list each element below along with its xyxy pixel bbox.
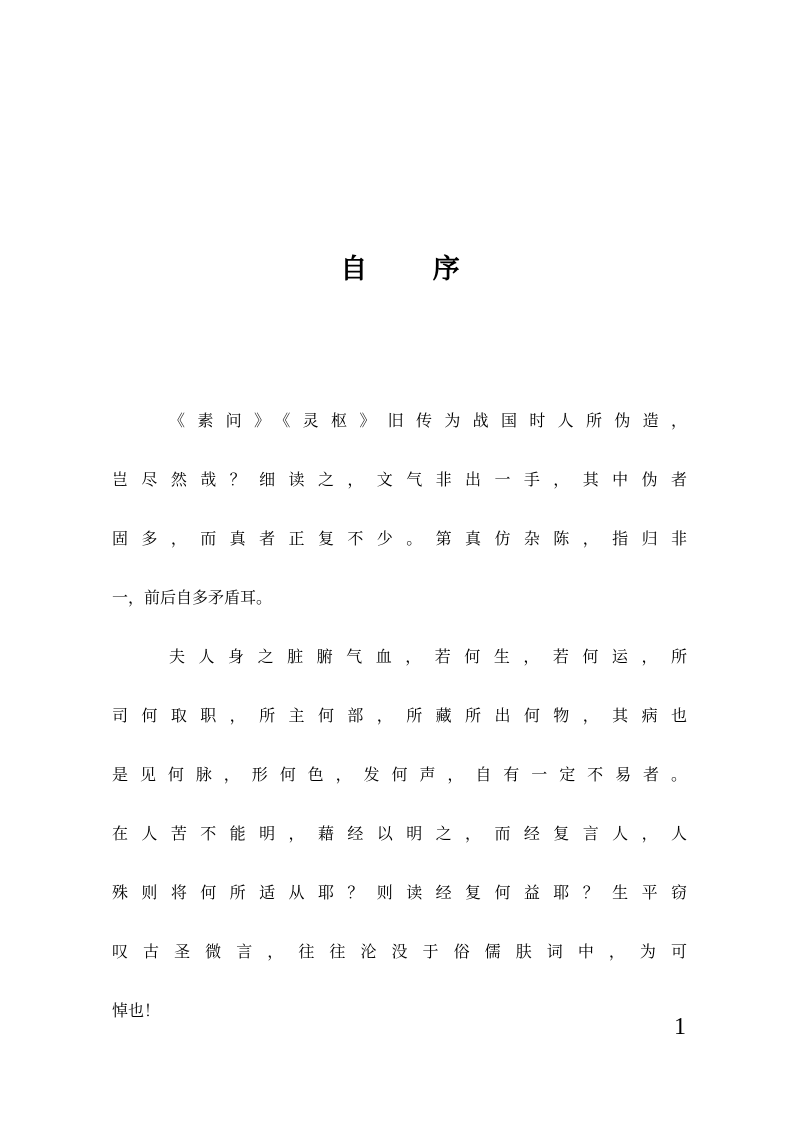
text-line: 是见何脉，形何色，发何声，自有一定不易者。 xyxy=(112,765,687,784)
text-line: 叹古圣微言，往往沦没于俗儒肤词中，为可 xyxy=(112,942,687,961)
paragraph-2 xyxy=(112,644,687,1057)
text-line: 一，前后自多矛盾耳。 xyxy=(112,588,273,607)
text-line: 在人苦不能明，藉经以明之，而经复言人，人 xyxy=(112,824,687,843)
text-line: 殊则将何所适从耶？则读经复何益耶？生平窃 xyxy=(112,883,687,902)
text-line: 司何取职，所主何部，所藏所出何物，其病也 xyxy=(112,706,687,725)
text-line: 《素问》《灵枢》旧传为战国时人所伪造， xyxy=(169,411,687,430)
text-line: 岂尽然哉？细读之，文气非出一手，其中伪者 xyxy=(112,470,687,489)
text-line: 固多，而真者正复不少。第真仿杂陈，指归非 xyxy=(112,529,687,548)
page-number: 1 xyxy=(674,1014,686,1040)
body-text xyxy=(112,408,687,1057)
text-line: 悼也！ xyxy=(112,1001,161,1020)
text-line: 夫人身之脏腑气血，若何生，若何运，所 xyxy=(169,647,687,666)
paragraph-1 xyxy=(112,408,687,644)
page-title: 自 序 xyxy=(340,254,488,285)
